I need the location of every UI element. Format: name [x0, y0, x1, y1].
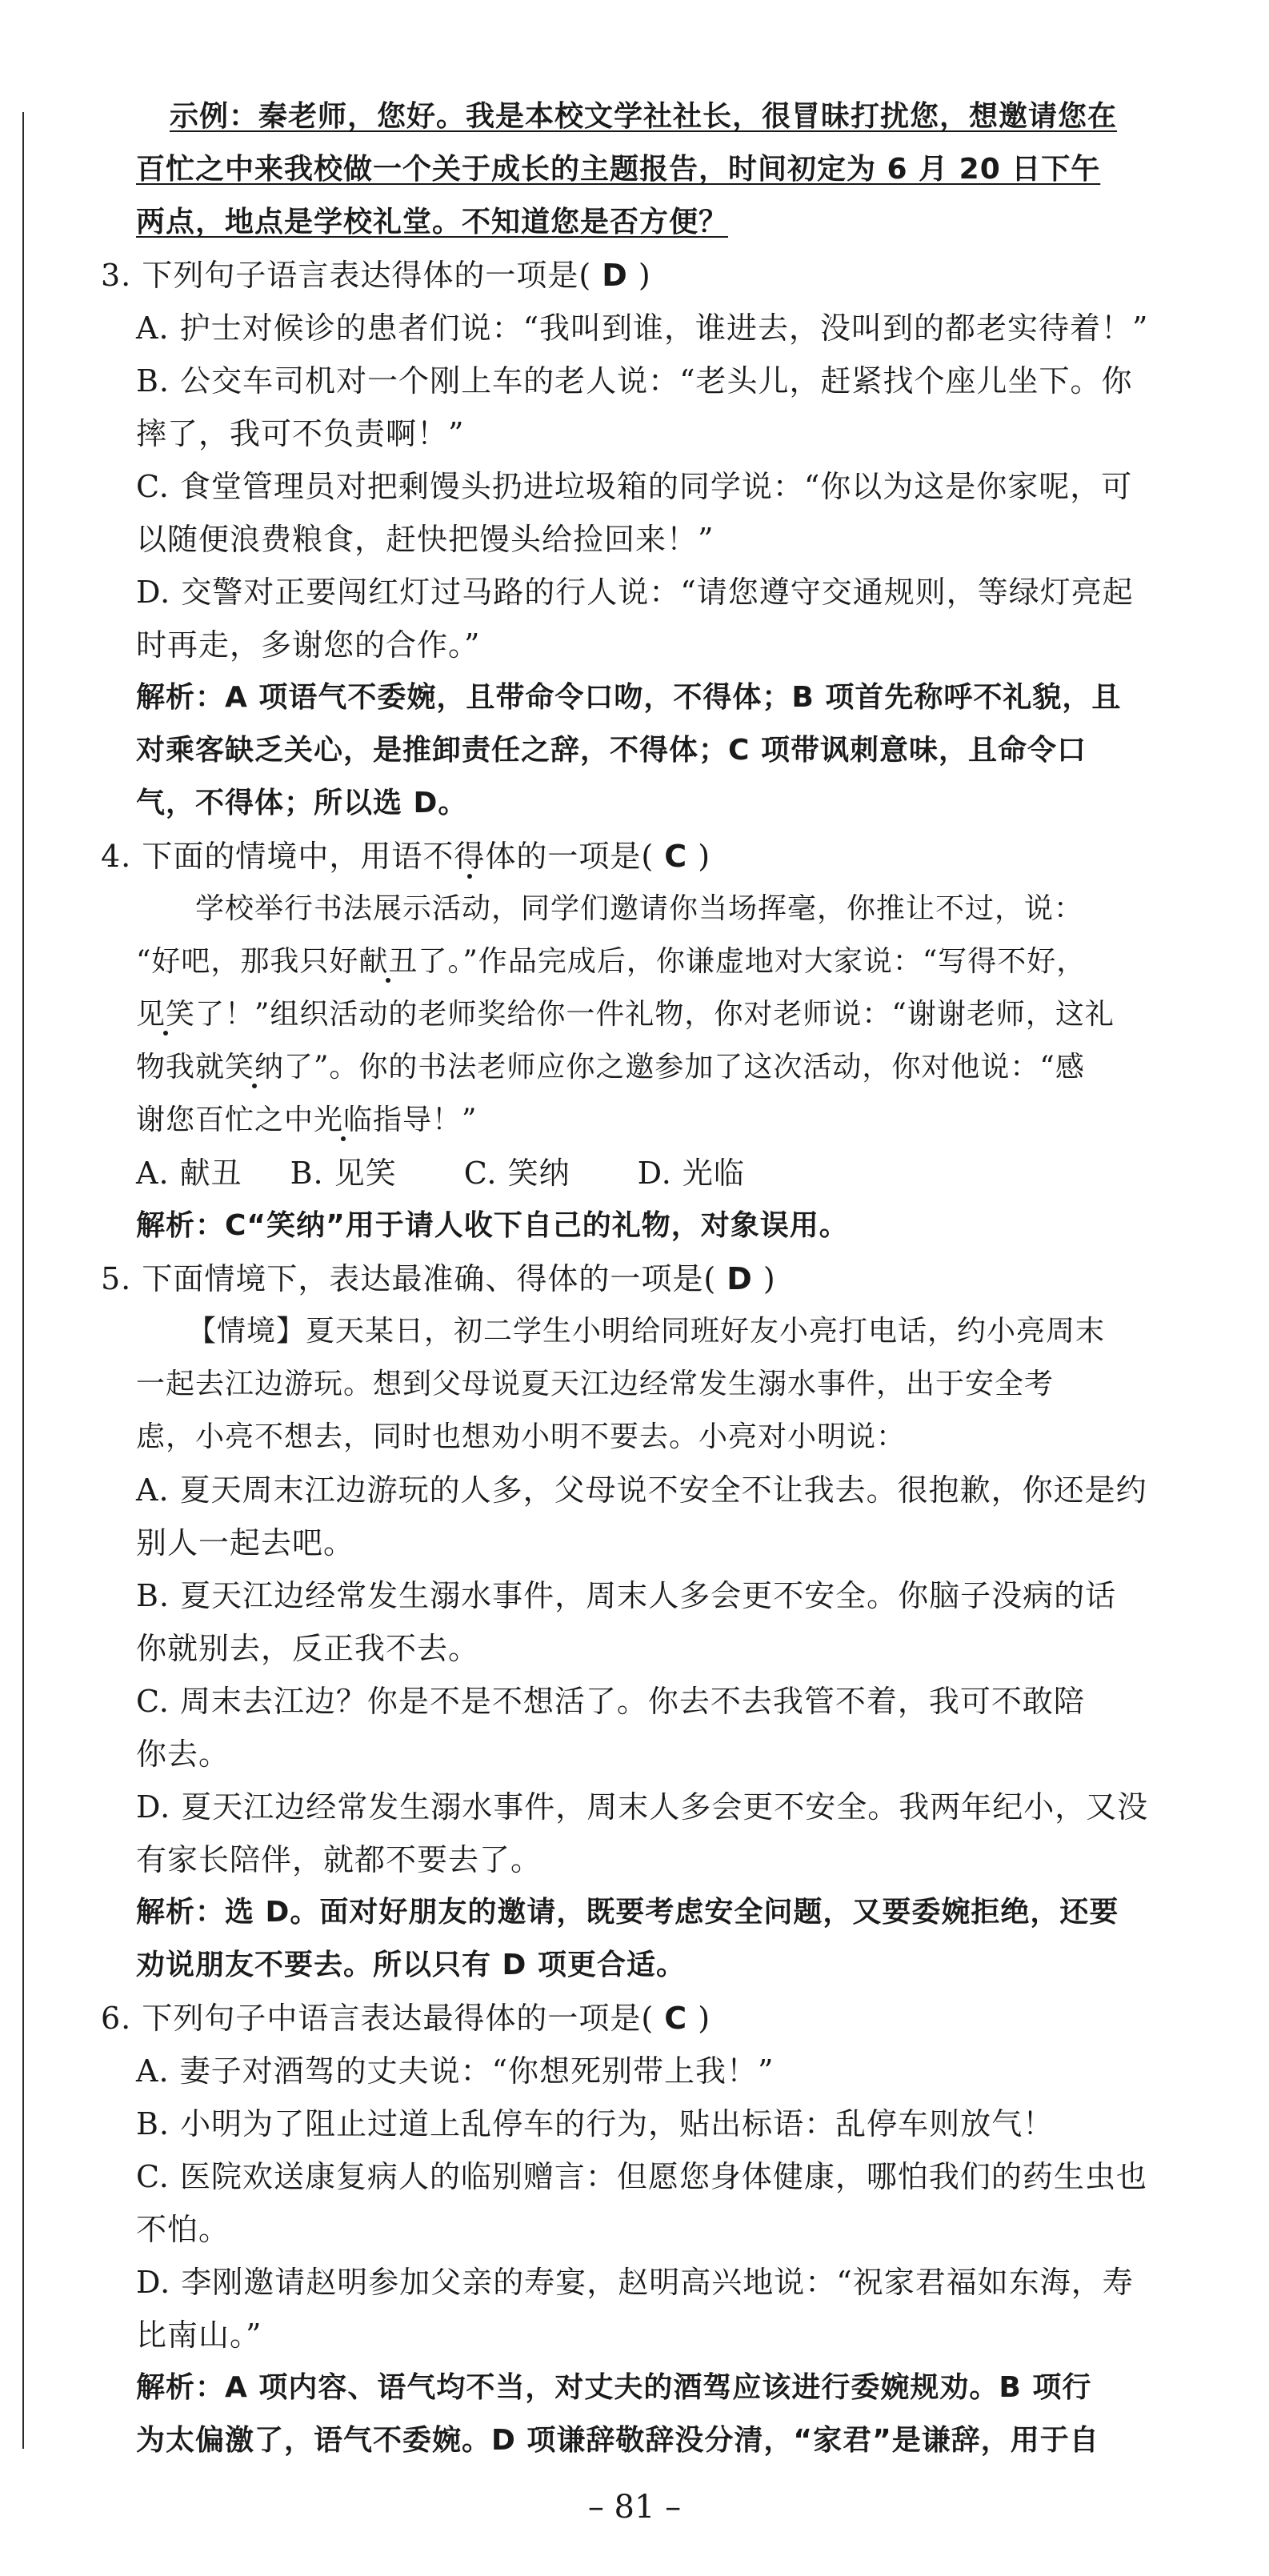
question-6-option-c-line-2: 不怕。	[136, 2212, 230, 2247]
emphasis-dotted-text: 光临	[314, 1104, 374, 1136]
question-6-option-d-line-1: D. 李刚邀请赵明参加父亲的寿宴，赵明高兴地说：“祝家君福如东海，寿	[136, 2265, 1134, 2300]
question-6-analysis-line-2: 为太偏激了，语气不委婉。D 项谦辞敬辞没分清，“家君”是谦辞，用于自	[136, 2424, 1099, 2457]
question-3-option-d-line-2: 时再走，多谢您的合作。”	[136, 627, 481, 663]
question-4-passage-line-5: 谢您百忙之中光临指导！”	[136, 1104, 478, 1136]
example-line-1: 示例：秦老师，您好。我是本校文学社社长，很冒昧打扰您，想邀请您在	[170, 100, 1118, 133]
question-4-option-a: A. 献丑	[136, 1156, 242, 1191]
question-6-option-d-line-2: 比南山。”	[136, 2318, 262, 2353]
example-line-3: 两点，地点是学校礼堂。不知道您是否方便？	[136, 206, 729, 238]
question-4-passage-line-4: 物我就笑纳了”。你的书法老师应你之邀参加了这次活动，你对他说：“感	[136, 1051, 1085, 1084]
question-5-context-line-1: 【情境】夏天某日，初二学生小明给同班好友小亮打电话，约小亮周末	[187, 1315, 1106, 1348]
question-4-analysis: 解析：C“笑纳”用于请人收下自己的礼物，对象误用。	[136, 1209, 849, 1242]
question-6-answer: C	[664, 2001, 688, 2036]
question-3-option-b-line-2: 摔了，我可不负责啊！”	[136, 416, 465, 451]
question-3-analysis-line-1: 解析：A 项语气不委婉，且带命令口吻，不得体；B 项首先称呼不礼貌，且	[136, 681, 1122, 714]
question-4-option-d: D. 光临	[637, 1156, 745, 1191]
question-5-analysis-line-1: 解析：选 D。面对好朋友的邀请，既要考虑安全问题，又要委婉拒绝，还要	[136, 1896, 1119, 1929]
emphasis-dotted-text: 献丑	[358, 945, 418, 978]
question-4-option-b: B. 见笑	[290, 1156, 397, 1191]
question-5-context-line-3: 虑，小亮不想去，同时也想劝小明不要去。小亮对小明说：	[136, 1420, 907, 1453]
emphasis-dotted-text: 笑纳	[225, 1051, 285, 1084]
question-3-option-c-line-2: 以随便浪费粮食，赶快把馒头给捡回来！”	[136, 522, 715, 557]
question-5-option-d-line-2: 有家长陪伴，就都不要去了。	[136, 1842, 542, 1877]
question-3-option-b-line-1: B. 公交车司机对一个刚上车的老人说：“老头儿，赶紧找个座儿坐下。你	[136, 363, 1133, 399]
question-6-analysis-line-1: 解析：A 项内容、语气均不当，对丈夫的酒驾应该进行委婉规劝。B 项行	[136, 2371, 1092, 2404]
question-3-answer: D	[602, 258, 628, 293]
emphasis-dotted-text: 不得体	[422, 839, 517, 874]
question-3-option-a: A. 护士对候诊的患者们说：“我叫到谁，谁进去，没叫到的都老实待着！”	[136, 310, 1149, 346]
question-5-option-b-line-1: B. 夏天江边经常发生溺水事件，周末人多会更不安全。你脑子没病的话	[136, 1578, 1117, 1613]
question-5-answer: D	[727, 1261, 753, 1296]
binding-margin-line	[22, 112, 24, 2449]
question-5-option-c-line-1: C. 周末去江边？你是不是不想活了。你去不去我管不着，我可不敢陪	[136, 1684, 1085, 1719]
question-3-analysis-line-2: 对乘客缺乏关心，是推卸责任之辞，不得体；C 项带讽刺意味，且命令口	[136, 734, 1087, 767]
question-4-option-c: C. 笑纳	[463, 1156, 570, 1191]
question-5-option-c-line-2: 你去。	[136, 1737, 230, 1772]
question-5-option-d-line-1: D. 夏天江边经常发生溺水事件，周末人多会更不安全。我两年纪小，又没	[136, 1789, 1149, 1825]
question-4-options	[136, 1152, 745, 1194]
emphasis-dotted-text: 见笑	[136, 998, 196, 1031]
page-number: – 81 –	[587, 2489, 682, 2526]
question-6-option-c-line-1: C. 医院欢送康复病人的临别赠言：但愿您身体健康，哪怕我们的药生虫也	[136, 2159, 1147, 2194]
question-6-option-b: B. 小明为了阻止过道上乱停车的行为，贴出标语：乱停车则放气！	[136, 2106, 1055, 2141]
question-5-context-line-2: 一起去江边游玩。想到父母说夏天江边经常发生溺水事件，出于安全考	[136, 1368, 1055, 1400]
question-3-option-c-line-1: C. 食堂管理员对把剩馒头扔进垃圾箱的同学说：“你以为这是你家呢，可	[136, 469, 1133, 504]
question-5-analysis-line-2: 劝说朋友不要去。所以只有 D 项更合适。	[136, 1949, 686, 1981]
question-6-stem: 6. 下列句子中语言表达最得体的一项是( C )	[101, 2001, 711, 2036]
question-3-option-d-line-1: D. 交警对正要闯红灯过马路的行人说：“请您遵守交通规则，等绿灯亮起	[136, 575, 1134, 610]
question-6-option-a: A. 妻子对酒驾的丈夫说：“你想死别带上我！”	[136, 2053, 775, 2089]
question-3-stem: 3. 下列句子语言表达得体的一项是( D )	[101, 258, 651, 293]
example-line-2: 百忙之中来我校做一个关于成长的主题报告，时间初定为 6 月 20 日下午	[136, 153, 1101, 186]
question-5-option-b-line-2: 你就别去，反正我不去。	[136, 1631, 480, 1666]
question-4-passage-line-1: 学校举行书法展示活动，同学们邀请你当场挥毫，你推让不过，说：	[195, 892, 1084, 925]
question-4-passage-line-3: 见笑了！”组织活动的老师奖给你一件礼物，你对老师说：“谢谢老师，这礼	[136, 998, 1115, 1031]
question-5-option-a-line-2: 别人一起去吧。	[136, 1525, 355, 1560]
question-4-passage-line-2: “好吧，那我只好献丑了。”作品完成后，你谦虚地对大家说：“写得不好，	[136, 945, 1087, 978]
question-5-stem: 5. 下面情境下，表达最准确、得体的一项是( D )	[101, 1261, 776, 1296]
question-5-option-a-line-1: A. 夏天周末江边游玩的人多，父母说不安全不让我去。很抱歉，你还是约	[136, 1472, 1147, 1508]
question-4-answer: C	[664, 839, 688, 874]
question-4-stem: 4. 下面的情境中，用语不得体的一项是( C )	[101, 839, 711, 874]
question-3-analysis-line-3: 气，不得体；所以选 D。	[136, 787, 468, 819]
